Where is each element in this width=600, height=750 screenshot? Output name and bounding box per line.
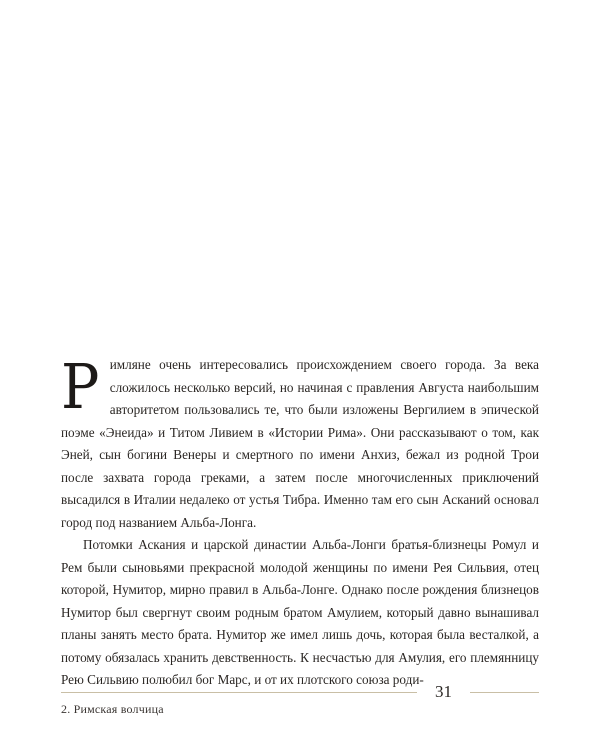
page-number: 31: [435, 682, 452, 701]
paragraph-1-text: имляне очень интересовались происхождением своего города. За века сложилось несколько версий, но начиная с правления Августа наибольшим авторитетом пользовались те, что были изложены Вергилием в эпической поэме «Энеида» и Титом Ливием в «Истории Рима». Они рассказывают о том, как Эней, сын богини Венеры и смертного по имени Анхиз, бежал из родной Трои после захвата города греками, а затем после многочисленных приключений высадился в Италии недалеко от устья Тибра. Именно там его сын Асканий основал город под названием Альба-Лонга.: [61, 357, 539, 530]
footer-rule-right: [470, 692, 539, 693]
footer-rule-left: [61, 692, 417, 693]
paragraph-1: [61, 350, 539, 534]
running-footer-chapter: 2. Римская волчица: [61, 702, 164, 716]
drop-cap: Р: [61, 350, 99, 423]
article-body: [61, 350, 539, 692]
paragraph-2: Потомки Аскания и царской династии Альба-Лонги братья-близнецы Ромул и Рем были сыновьями прекрасной молодой женщины по имени Рея Сильвия, отец которой, Нумитор, мирно правил в Альба-Лонге. Однако после рождения близнецов Нумитор был свергнут своим родным братом Амулием, который давно вынашивал планы занять место брата. Нумитор же имел лишь дочь, которая была весталкой, а потому обязалась хранить девственность. К несчастью для Амулия, его племянницу Рею Сильвию полюбил бог Марс, и от их плотского союза роди-: [61, 537, 539, 687]
